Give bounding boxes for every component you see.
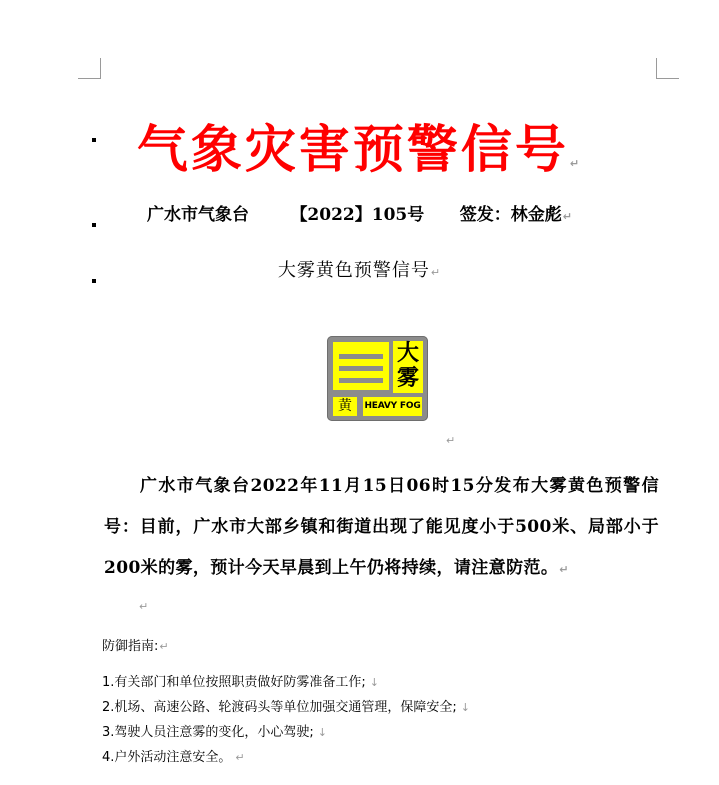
guide-item[interactable]: 1.有关部门和单位按照职责做好防雾准备工作; ↓ <box>102 675 380 690</box>
guide-title[interactable]: 防御指南:↵ <box>102 639 169 654</box>
warning-icon-char-da: 大 <box>396 341 419 366</box>
line-break-mark: ↓ <box>317 726 328 739</box>
line-break-mark: ↓ <box>460 701 471 714</box>
warning-subtitle[interactable]: 大雾黄色预警信号↵ <box>277 260 442 281</box>
signer: 签发：林金彪 <box>459 205 562 225</box>
issue-line[interactable] <box>0 200 719 225</box>
crop-mark-top-left <box>78 58 101 79</box>
paragraph-mark: ↵ <box>235 751 245 764</box>
warning-icon-characters <box>393 341 423 393</box>
guide-item[interactable]: 2.机场、高速公路、轮渡码头等单位加强交通管理，保障安全; ↓ <box>102 700 471 715</box>
paragraph-mark: ↵ <box>559 563 569 576</box>
paragraph-mark: ↵ <box>446 434 456 447</box>
warning-color-label: 黄 <box>333 397 357 416</box>
paragraph-mark: ↵ <box>139 600 149 613</box>
warning-english-label: HEAVY FOG <box>363 397 422 416</box>
warning-body-paragraph[interactable]: 广水市气象台2022年11月15日06时15分发布大雾黄色预警信号：目前，广水市大部乡镇和街道出现了能见度小于500米、局部小于200米的雾，预计今天早晨到上午仍将持续，请注意防范。↵ <box>104 476 659 578</box>
paragraph-mark: ↵ <box>562 210 572 223</box>
guide-list <box>102 674 470 774</box>
guide-item[interactable]: 3.驾驶人员注意雾的变化，小心驾驶; ↓ <box>102 725 328 740</box>
line-break-mark: ↓ <box>369 676 380 689</box>
paragraph-mark: ↵ <box>569 157 583 170</box>
paragraph-mark: ↵ <box>159 640 169 653</box>
document-title[interactable]: 气象灾害预警信号↵ <box>136 120 583 180</box>
fog-lines-icon <box>333 342 389 390</box>
issuer: 广水市气象台 <box>147 205 249 225</box>
warning-icon-char-wu: 雾 <box>396 366 419 391</box>
crop-mark-top-right <box>656 58 679 79</box>
document-number: 【2022】105号 <box>290 205 425 225</box>
guide-item[interactable]: 4.户外活动注意安全。 ↵ <box>102 750 245 765</box>
heavy-fog-warning-icon[interactable] <box>327 336 428 421</box>
paragraph-mark: ↵ <box>430 266 442 279</box>
